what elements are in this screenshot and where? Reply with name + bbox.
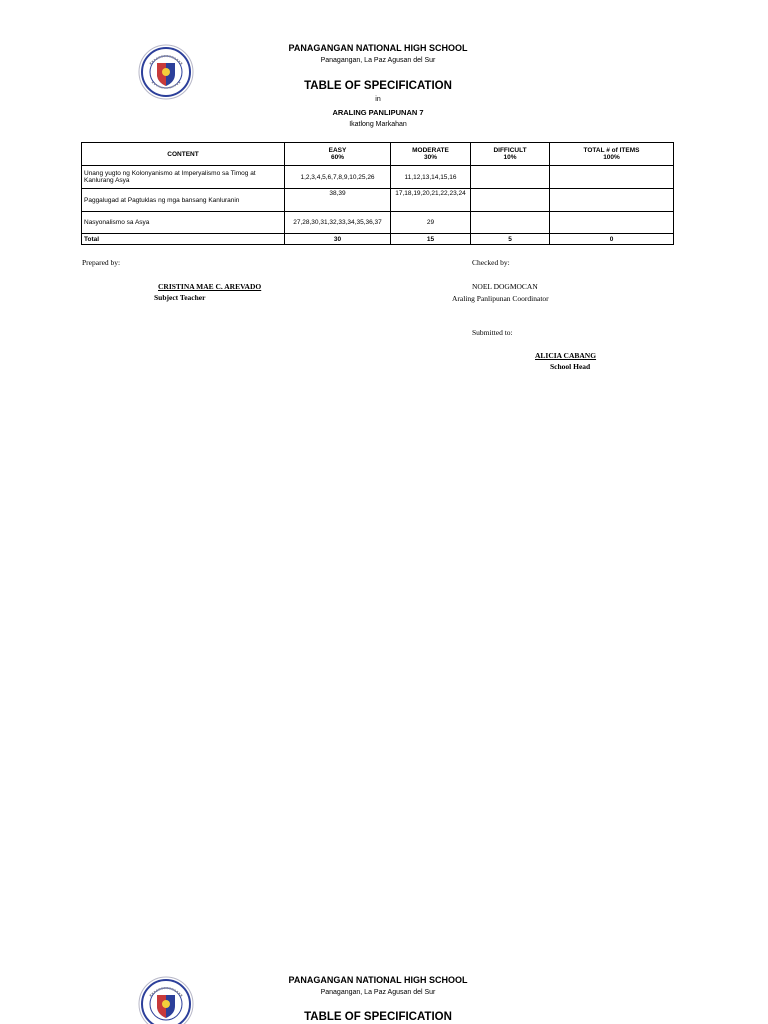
- prepared-by-name: CRISTINA MAE C. AREVADO: [158, 282, 262, 291]
- specification-table: [81, 142, 674, 245]
- total-moderate: 15: [391, 234, 471, 245]
- row-difficult: [471, 212, 550, 234]
- checked-by-label: Checked by:: [472, 258, 510, 267]
- row-content: Unang yugto ng Kolonyanismo at Imperyalismo sa Timog at Kanlurang Asya: [82, 166, 285, 189]
- row-difficult: [471, 189, 550, 212]
- document-title: TABLE OF SPECIFICATION: [304, 80, 452, 92]
- total-difficult: 5: [471, 234, 550, 245]
- school-address: Panagangan, La Paz Agusan del Sur: [320, 57, 436, 64]
- prepared-by-role: Subject Teacher: [154, 293, 206, 302]
- submitted-to-label: Submitted to:: [472, 328, 513, 337]
- table-row: [82, 189, 674, 212]
- school-name: PANAGANGAN NATIONAL HIGH SCHOOL: [288, 975, 468, 985]
- table-row: [82, 212, 674, 234]
- header-difficult: DIFFICULT 10%: [471, 143, 550, 166]
- header-easy: EASY 60%: [285, 143, 391, 166]
- header-total: TOTAL # of ITEMS 100%: [550, 143, 674, 166]
- table-total-row: [82, 234, 674, 245]
- school-name: PANAGANGAN NATIONAL HIGH SCHOOL: [288, 43, 468, 53]
- row-content: Paggalugad at Pagtuklas ng mga bansang Kanluranin: [82, 189, 285, 212]
- row-moderate: 17,18,19,20,21,22,23,24: [391, 189, 471, 212]
- total-easy: 30: [285, 234, 391, 245]
- document-title: TABLE OF SPECIFICATION: [304, 1011, 452, 1023]
- table-row: [82, 166, 674, 189]
- submitted-to-name: ALICIA CABANG: [535, 351, 597, 360]
- row-total: [550, 189, 674, 212]
- row-total: [550, 212, 674, 234]
- submitted-to-role: School Head: [550, 362, 591, 371]
- table-header-row: [82, 143, 674, 166]
- prepared-by-label: Prepared by:: [82, 258, 121, 267]
- header-content: CONTENT: [82, 143, 285, 166]
- row-difficult: [471, 166, 550, 189]
- row-content: Nasyonalismo sa Asya: [82, 212, 285, 234]
- checked-by-name: NOEL DOGMOCAN: [472, 282, 538, 291]
- row-total: [550, 166, 674, 189]
- checked-by-role: Araling Panlipunan Coordinator: [452, 294, 549, 303]
- header-moderate: MODERATE 30%: [391, 143, 471, 166]
- row-easy: 38,39: [285, 189, 391, 212]
- row-moderate: 11,12,13,14,15,16: [391, 166, 471, 189]
- school-address: Panagangan, La Paz Agusan del Sur: [320, 989, 436, 996]
- row-easy: 1,2,3,4,5,6,7,8,9,10,25,26: [285, 166, 391, 189]
- document-page-2: [0, 970, 768, 1024]
- row-easy: 27,28,30,31,32,33,34,35,36,37: [285, 212, 391, 234]
- subject-name: ARALING PANLIPUNAN 7: [332, 108, 424, 117]
- title-connector: in: [375, 96, 381, 103]
- total-label: Total: [82, 234, 285, 245]
- total-items: 0: [550, 234, 674, 245]
- quarter-label: Ikatlong Markahan: [349, 121, 407, 128]
- row-moderate: 29: [391, 212, 471, 234]
